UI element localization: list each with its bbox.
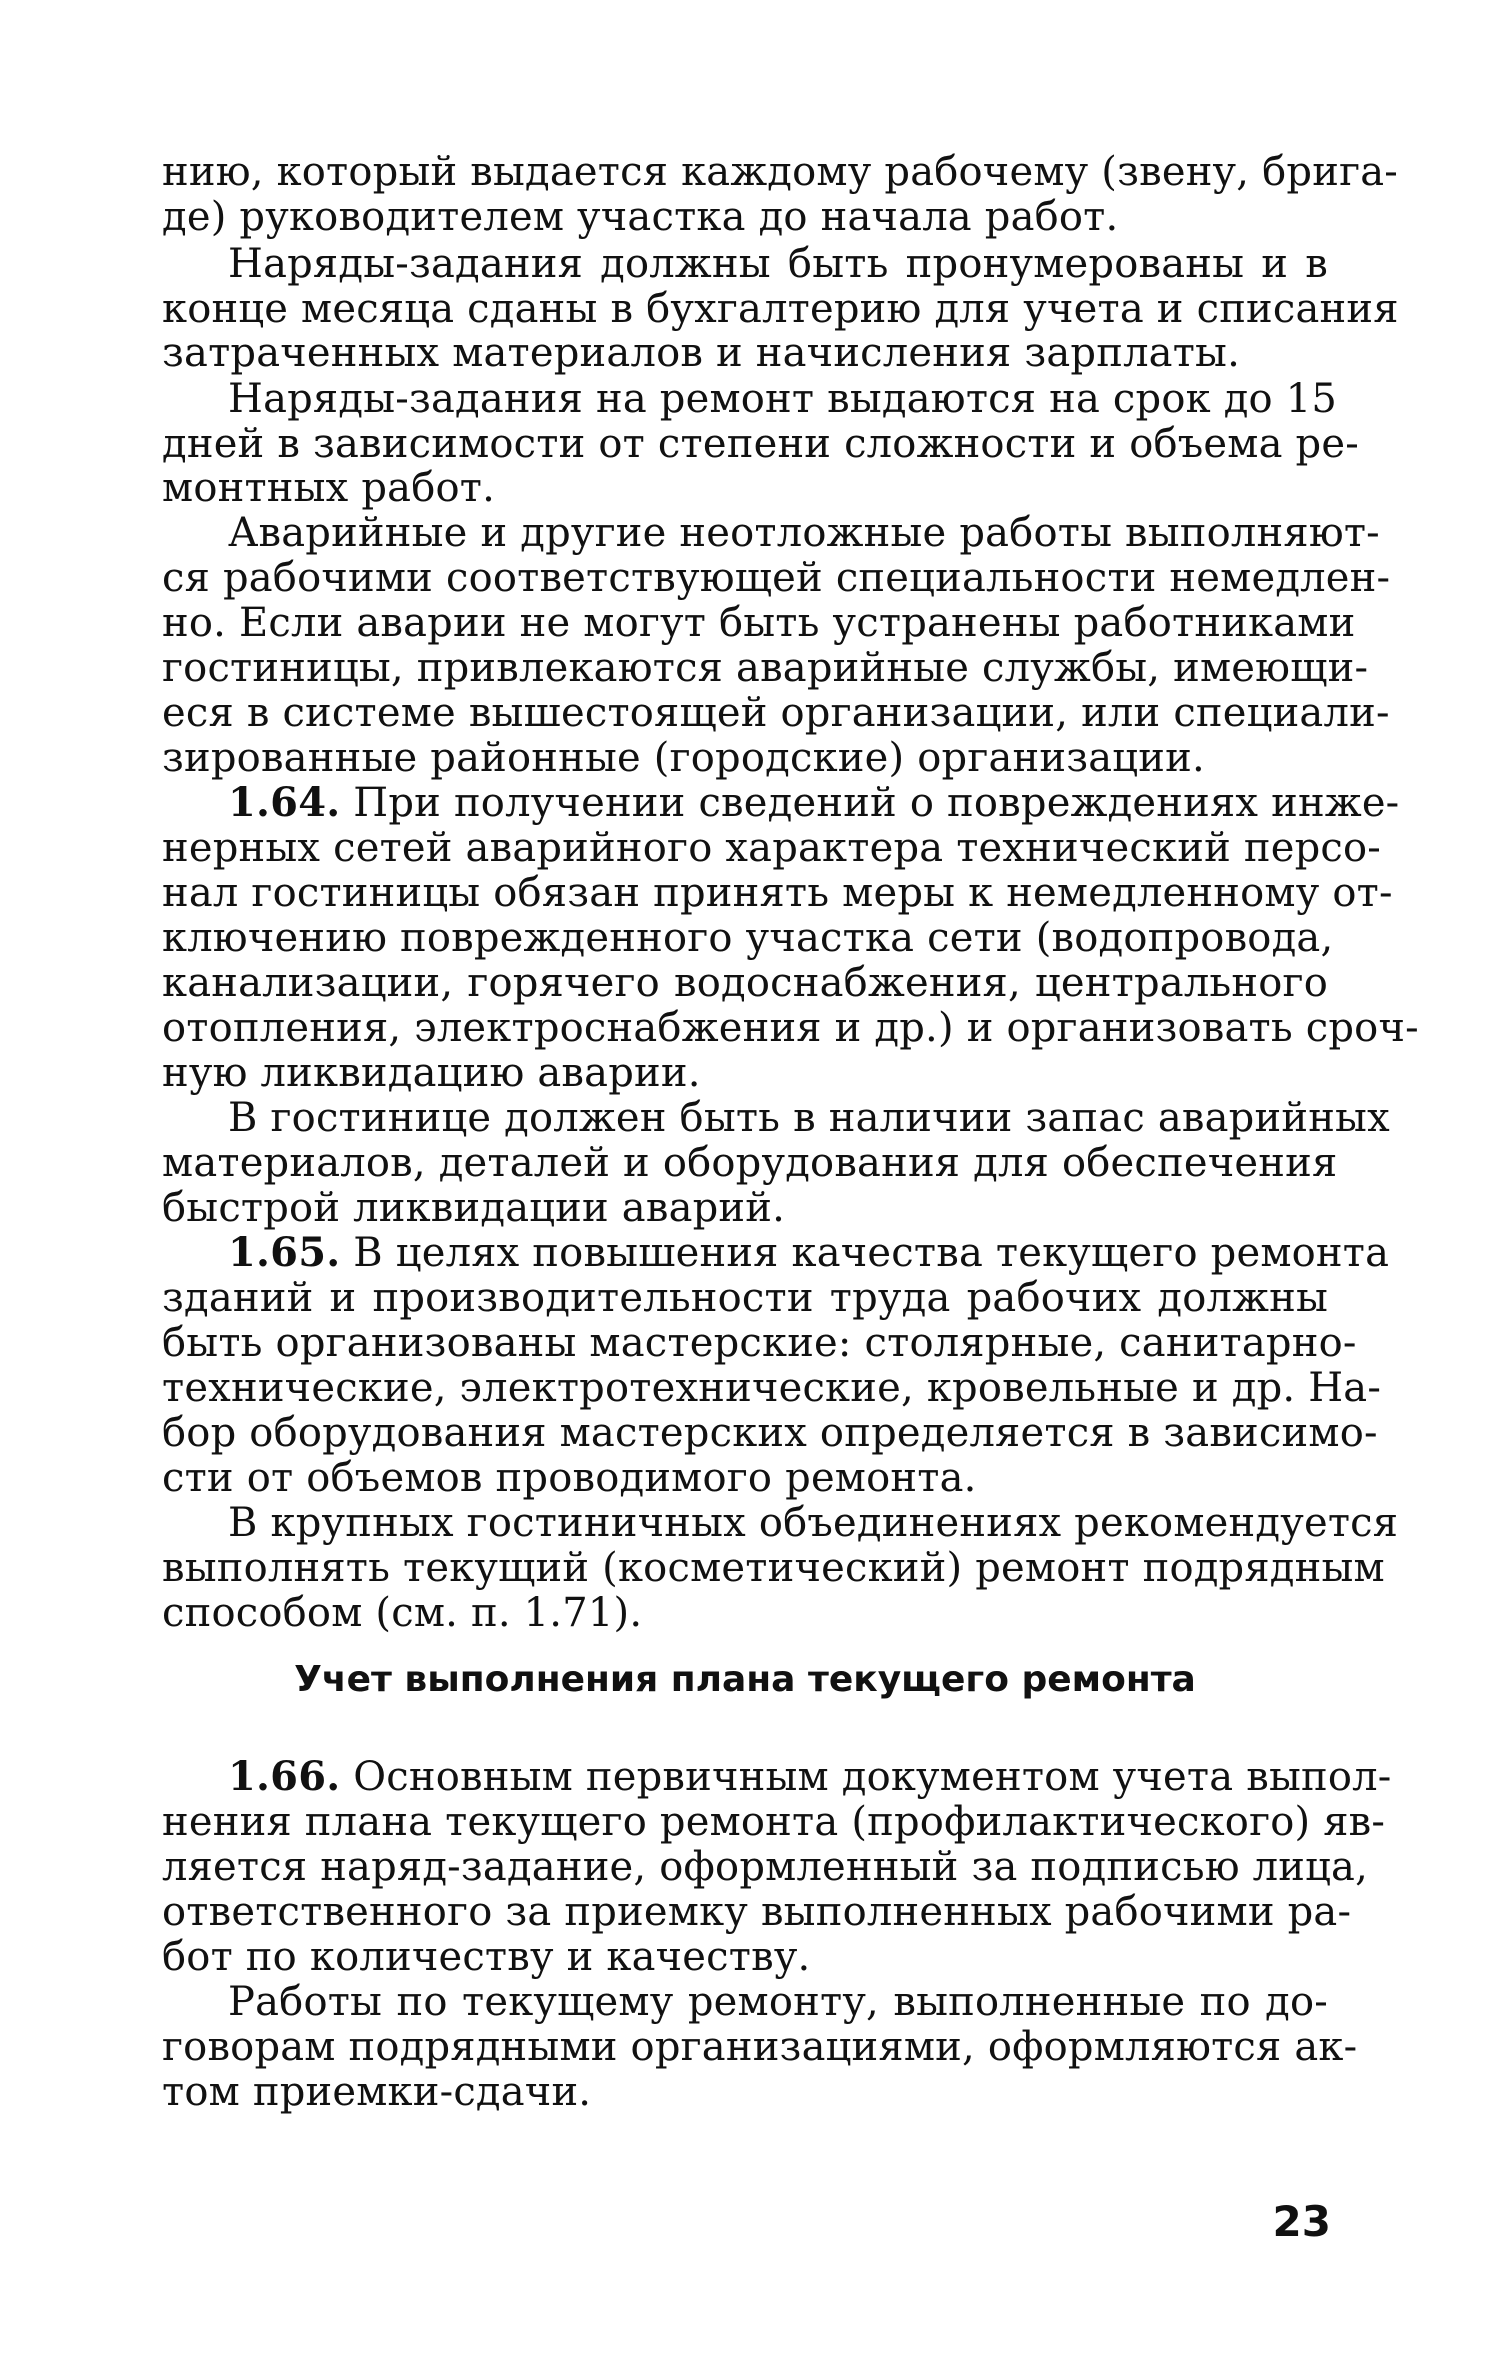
text-span: При получении сведений о повреждениях инже-: [353, 780, 1400, 826]
section-number: 1.65.: [228, 1229, 341, 1276]
text-line: еся в системе вышестоящей организации, или специали-: [162, 690, 1390, 736]
text-line: В гостинице должен быть в наличии запас аварийных: [228, 1095, 1390, 1141]
text-line: де) руководителем участка до начала работ.: [162, 194, 1119, 240]
text-line: говорам подрядными организациями, оформляются ак-: [162, 2024, 1358, 2070]
text-line: Наряды-задания должны быть пронумерованы и в: [228, 241, 1328, 287]
text-line: сти от объемов проводимого ремонта.: [162, 1455, 977, 1501]
page-number: 23: [1272, 2197, 1331, 2246]
text-span: В целях повышения качества текущего ремонта: [353, 1230, 1390, 1276]
text-line: канализации, горячего водоснабжения, центрального: [162, 960, 1328, 1006]
text-line: выполнять текущий (косметический) ремонт подрядным: [162, 1545, 1385, 1591]
text-line: ключению поврежденного участка сети (водопровода,: [162, 915, 1334, 961]
text-line: отопления, электроснабжения и др.) и организовать сроч-: [162, 1005, 1419, 1051]
section-number: 1.66.: [228, 1753, 341, 1800]
text-span: Основным первичным документом учета выпол-: [353, 1754, 1392, 1800]
text-line: [228, 1228, 1390, 1278]
section-number: 1.64.: [228, 779, 341, 826]
text-line: В крупных гостиничных объединениях рекомендуется: [228, 1500, 1399, 1546]
text-line: Работы по текущему ремонту, выполненные по до-: [228, 1979, 1328, 2025]
text-line: бот по количеству и качеству.: [162, 1934, 811, 1980]
text-line: ся рабочими соответствующей специальности немедлен-: [162, 555, 1391, 601]
text-line: зированные районные (городские) организации.: [162, 735, 1205, 781]
text-line: затраченных материалов и начисления зарплаты.: [162, 330, 1241, 376]
text-line: нения плана текущего ремонта (профилактического) яв-: [162, 1799, 1386, 1845]
section-heading: Учет выполнения плана текущего ремонта: [294, 1659, 1196, 1700]
text-line: ляется наряд-задание, оформленный за подписью лица,: [162, 1844, 1369, 1890]
text-line: материалов, деталей и оборудования для обеспечения: [162, 1140, 1338, 1186]
text-line: способом (см. п. 1.71).: [162, 1590, 643, 1636]
text-line: нерных сетей аварийного характера технический персо-: [162, 825, 1381, 871]
text-line: [228, 778, 1400, 828]
text-line: нию, который выдается каждому рабочему (звену, брига-: [162, 149, 1398, 195]
text-line: Аварийные и другие неотложные работы выполняют-: [228, 510, 1380, 556]
text-line: ответственного за приемку выполненных рабочими ра-: [162, 1889, 1352, 1935]
text-line: Наряды-задания на ремонт выдаются на срок до 15: [228, 376, 1338, 422]
text-line: быть организованы мастерские: столярные, санитарно-: [162, 1320, 1357, 1366]
text-line: быстрой ликвидации аварий.: [162, 1185, 786, 1231]
text-line: бор оборудования мастерских определяется в зависимо-: [162, 1410, 1378, 1456]
text-line: монтных работ.: [162, 465, 496, 511]
text-line: нал гостиницы обязан принять меры к немедленному от-: [162, 870, 1393, 916]
text-line: ную ликвидацию аварии.: [162, 1050, 701, 1096]
text-line: конце месяца сданы в бухгалтерию для учета и списания: [162, 286, 1399, 332]
text-line: дней в зависимости от степени сложности и объема ре-: [162, 421, 1359, 467]
text-line: том приемки-сдачи.: [162, 2069, 592, 2115]
text-line: но. Если аварии не могут быть устранены работниками: [162, 600, 1356, 646]
text-line: [228, 1752, 1392, 1802]
text-line: гостиницы, привлекаются аварийные службы, имеющи-: [162, 645, 1369, 691]
text-line: технические, электротехнические, кровельные и др. На-: [162, 1365, 1382, 1411]
text-line: зданий и производительности труда рабочих должны: [162, 1275, 1328, 1321]
